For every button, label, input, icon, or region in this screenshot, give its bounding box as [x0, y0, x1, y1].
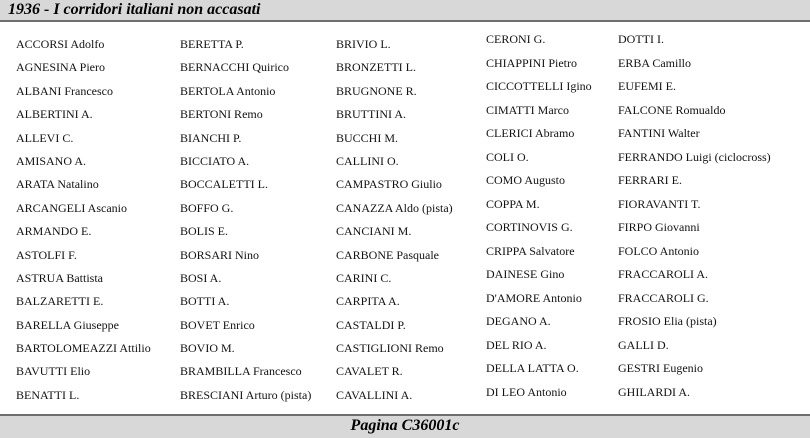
rider-name: ASTRUA Battista: [16, 270, 104, 285]
rider-name: COPPA M.: [486, 196, 540, 211]
rider-name: BOLIS E.: [180, 224, 228, 239]
rider-name: FERRARI E.: [618, 173, 683, 187]
column-5: [618, 28, 771, 404]
rider-name: BOVET Enrico: [180, 317, 255, 332]
rider-name: BARTOLOMEAZZI Attilio: [16, 341, 151, 356]
rider-name: FALCONE Romualdo: [618, 102, 726, 117]
rider-name: CARPITA A.: [336, 294, 400, 309]
rider-name: DOTTI I.: [618, 32, 664, 46]
rider-name: BARELLA Giuseppe: [16, 317, 119, 332]
rider-name: BRONZETTI L.: [336, 60, 416, 75]
rider-name: CANCIANI M.: [336, 224, 412, 239]
column-3: [336, 33, 453, 407]
rider-name: CAVALLINI A.: [336, 387, 413, 402]
rider-name: BERNACCHI Quirico: [180, 60, 289, 75]
rider-name: BICCIATO A.: [180, 153, 250, 168]
riders-list: [0, 22, 810, 412]
rider-name: DEL RIO A.: [486, 337, 547, 352]
rider-name: AMISANO A.: [16, 153, 87, 168]
rider-name: FOLCO Antonio: [618, 243, 700, 258]
rider-name: ARATA Natalino: [16, 177, 99, 192]
rider-name: BRUTTINI A.: [336, 107, 406, 122]
rider-name: CERONI G.: [486, 32, 546, 46]
rider-name: BERETTA P.: [180, 37, 244, 51]
rider-name: FROSIO Elia (pista): [618, 314, 717, 328]
rider-name: CHIAPPINI Pietro: [486, 55, 578, 70]
rider-name: ALBANI Francesco: [16, 83, 113, 98]
rider-name: CRIPPA Salvatore: [486, 243, 575, 258]
rider-name: BAVUTTI Elio: [16, 364, 91, 379]
rider-name: BOSI A.: [180, 270, 222, 285]
rider-name: FANTINI Walter: [618, 126, 700, 140]
rider-name: CAMPASTRO Giulio: [336, 177, 442, 192]
rider-name: ACCORSI Adolfo: [16, 37, 105, 51]
rider-name: CARINI C.: [336, 270, 392, 285]
rider-name: CASTIGLIONI Remo: [336, 341, 444, 356]
rider-name: CALLINI O.: [336, 153, 399, 168]
rider-name: CARBONE Pasquale: [336, 247, 439, 262]
rider-name: ALLEVI C.: [16, 130, 74, 145]
rider-name: CASTALDI P.: [336, 317, 406, 332]
rider-name: BOFFO G.: [180, 200, 234, 215]
page-title: 1936 - I corridori italiani non accasati: [8, 1, 261, 18]
header-bar: [0, 0, 810, 22]
rider-name: BORSARI Nino: [180, 247, 260, 262]
rider-name: EUFEMI E.: [618, 79, 676, 93]
rider-name: ARCANGELI Ascanio: [16, 200, 127, 215]
rider-name: BRESCIANI Arturo (pista): [180, 387, 312, 402]
rider-name: DEGANO A.: [486, 314, 551, 328]
rider-name: CORTINOVIS G.: [486, 220, 573, 234]
rider-name: ARMANDO E.: [16, 224, 92, 239]
rider-name: AGNESINA Piero: [16, 60, 105, 75]
rider-name: FRACCAROLI G.: [618, 290, 709, 305]
rider-name: D'AMORE Antonio: [486, 290, 582, 305]
column-2: [180, 33, 311, 407]
rider-name: BALZARETTI E.: [16, 294, 104, 309]
rider-name: COLI O.: [486, 149, 529, 164]
rider-name: CICCOTTELLI Igino: [486, 79, 592, 93]
footer-bar: [0, 414, 810, 438]
rider-name: ERBA Camillo: [618, 55, 692, 70]
rider-name: BUCCHI M.: [336, 130, 399, 145]
rider-name: BRAMBILLA Francesco: [180, 364, 302, 379]
page-label: Pagina C36001c: [350, 417, 460, 434]
rider-name: FRACCAROLI A.: [618, 267, 709, 281]
rider-name: COMO Augusto: [486, 173, 566, 187]
rider-name: ALBERTINI A.: [16, 107, 93, 122]
rider-name: CIMATTI Marco: [486, 102, 569, 117]
rider-name: BENATTI L.: [16, 387, 80, 402]
rider-name: BIANCHI P.: [180, 130, 242, 145]
rider-name: BOCCALETTI L.: [180, 177, 268, 192]
rider-name: CLERICI Abramo: [486, 126, 575, 140]
rider-name: BOVIO M.: [180, 341, 235, 356]
rider-name: FERRANDO Luigi (ciclocross): [618, 149, 771, 164]
rider-name: BOTTI A.: [180, 294, 230, 309]
rider-name: BERTOLA Antonio: [180, 83, 276, 98]
rider-name: DI LEO Antonio: [486, 384, 567, 399]
rider-name: CAVALET R.: [336, 364, 403, 379]
rider-name: FIORAVANTI T.: [618, 196, 701, 211]
rider-name: ASTOLFI F.: [16, 247, 77, 262]
rider-name: GESTRI Eugenio: [618, 361, 703, 375]
rider-name: GHILARDI A.: [618, 384, 690, 399]
rider-name: BRIVIO L.: [336, 37, 391, 51]
rider-name: CANAZZA Aldo (pista): [336, 200, 453, 215]
column-4: [486, 28, 592, 404]
rider-name: FIRPO Giovanni: [618, 220, 700, 234]
rider-name: BERTONI Remo: [180, 107, 263, 122]
rider-name: BRUGNONE R.: [336, 83, 417, 98]
rider-name: DELLA LATTA O.: [486, 361, 579, 375]
rider-name: GALLI D.: [618, 337, 669, 352]
rider-name: DAINESE Gino: [486, 267, 565, 281]
column-1: [16, 33, 151, 407]
